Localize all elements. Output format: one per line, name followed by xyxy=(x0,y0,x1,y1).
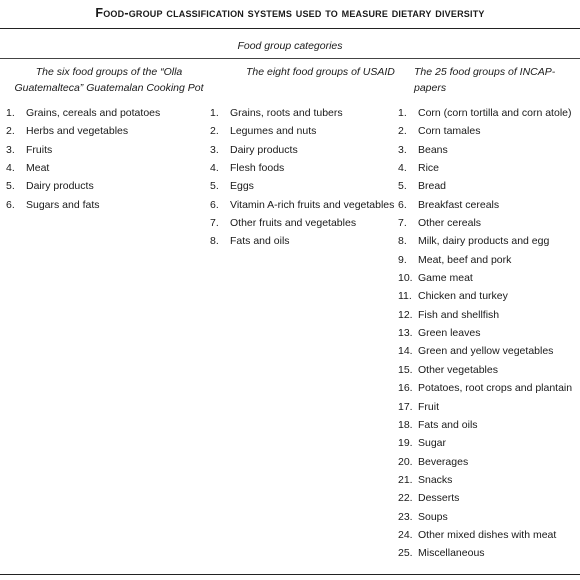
item-label: Dairy products xyxy=(230,143,298,156)
item-number: 17. xyxy=(398,400,413,413)
list-item xyxy=(398,324,580,342)
list-item xyxy=(6,141,206,159)
item-number: 19. xyxy=(398,437,413,450)
item-label: Flesh foods xyxy=(230,162,285,175)
item-number: 7. xyxy=(398,217,407,230)
item-number: 3. xyxy=(398,143,407,156)
item-number: 1. xyxy=(6,107,15,119)
item-label: Chicken and turkey xyxy=(418,290,508,303)
list-item xyxy=(398,544,580,562)
item-number: 3. xyxy=(210,143,219,156)
item-label: Other mixed dishes with meat xyxy=(418,528,557,541)
list-item xyxy=(398,453,580,471)
item-label: Grains, roots and tubers xyxy=(230,107,343,119)
item-number: 5. xyxy=(6,180,15,193)
item-label: Sugars and fats xyxy=(26,198,100,211)
list-item xyxy=(398,232,580,250)
item-number: 1. xyxy=(210,107,219,119)
item-number: 3. xyxy=(6,143,15,156)
list-item xyxy=(398,306,580,324)
item-label: Fish and shellfish xyxy=(418,308,500,321)
item-label: Dairy products xyxy=(26,180,94,193)
item-label: Fruit xyxy=(418,400,439,413)
list-item xyxy=(398,214,580,232)
item-number: 22. xyxy=(398,492,413,505)
list-item xyxy=(6,159,206,177)
list-item xyxy=(210,196,400,214)
item-number: 5. xyxy=(398,180,407,193)
list-item xyxy=(6,196,206,214)
item-number: 2. xyxy=(210,125,219,138)
item-number: 15. xyxy=(398,363,413,376)
list-item xyxy=(398,361,580,379)
header-rule xyxy=(0,58,580,59)
column-header-usaid: The eight food groups of USAID xyxy=(246,66,395,78)
item-number: 11. xyxy=(398,290,412,303)
list-item xyxy=(398,471,580,489)
item-label: Fats and oils xyxy=(418,418,478,431)
item-number: 21. xyxy=(398,473,413,486)
item-number: 12. xyxy=(398,308,413,321)
item-label: Other cereals xyxy=(418,217,482,230)
item-label: Meat xyxy=(26,162,50,175)
item-number: 6. xyxy=(398,198,407,211)
list-item xyxy=(6,122,206,140)
list-item xyxy=(6,104,206,122)
item-label: Milk, dairy products and egg xyxy=(418,235,550,248)
list-item xyxy=(398,159,580,177)
item-number: 6. xyxy=(6,198,15,211)
item-label: Eggs xyxy=(230,180,254,193)
item-number: 16. xyxy=(398,382,413,395)
list-item xyxy=(398,398,580,416)
bottom-rule xyxy=(0,574,580,575)
item-label: Beverages xyxy=(418,455,469,468)
item-number: 2. xyxy=(6,125,15,138)
item-number: 10. xyxy=(398,272,413,285)
item-number: 1. xyxy=(398,107,407,119)
list-item xyxy=(398,196,580,214)
item-label: Game meat xyxy=(418,272,473,285)
list-item xyxy=(398,141,580,159)
list-item xyxy=(210,122,400,140)
item-number: 18. xyxy=(398,418,413,431)
item-number: 4. xyxy=(398,162,407,175)
item-label: Fats and oils xyxy=(230,235,290,248)
top-rule xyxy=(0,28,580,29)
item-label: Green and yellow vegetables xyxy=(418,345,554,358)
item-label: Desserts xyxy=(418,492,460,505)
item-label: Fruits xyxy=(26,143,53,156)
list-item xyxy=(398,177,580,195)
item-label: Corn (corn tortilla and corn atole) xyxy=(418,107,572,119)
item-label: Snacks xyxy=(418,473,453,486)
item-label: Grains, cereals and potatoes xyxy=(26,107,161,119)
item-number: 8. xyxy=(398,235,407,248)
item-label: Bread xyxy=(418,180,447,193)
list-item xyxy=(210,104,400,122)
item-number: 8. xyxy=(210,235,219,248)
item-number: 23. xyxy=(398,510,413,523)
list-item xyxy=(398,526,580,544)
list-item xyxy=(398,342,580,360)
item-number: 9. xyxy=(398,253,407,266)
list-item xyxy=(6,177,206,195)
item-label: Miscellaneous xyxy=(418,547,485,560)
item-number: 5. xyxy=(210,180,219,193)
item-number: 20. xyxy=(398,455,413,468)
olla-food-group-list xyxy=(6,104,206,214)
item-label: Beans xyxy=(418,143,448,156)
usaid-food-group-list xyxy=(210,104,400,251)
item-number: 14. xyxy=(398,345,413,358)
column-header-olla: The six food groups of the “Olla Guatemalteca” Guatemalan Cooking Pot xyxy=(14,66,204,94)
list-item xyxy=(398,489,580,507)
item-label: Other vegetables xyxy=(418,363,498,376)
list-item xyxy=(398,269,580,287)
list-item xyxy=(398,416,580,434)
item-label: Meat, beef and pork xyxy=(418,253,512,266)
list-item xyxy=(210,141,400,159)
incap-food-group-list xyxy=(398,104,580,563)
list-item xyxy=(398,287,580,305)
item-number: 7. xyxy=(210,217,219,230)
item-label: Rice xyxy=(418,162,440,175)
item-label: Breakfast cereals xyxy=(418,198,500,211)
list-item xyxy=(210,232,400,250)
list-item xyxy=(398,251,580,269)
item-number: 4. xyxy=(6,162,15,175)
column-group-header: Food group categories xyxy=(237,40,343,52)
item-number: 2. xyxy=(398,125,407,138)
item-label: Vitamin A-rich fruits and vegetables xyxy=(230,198,395,211)
item-label: Legumes and nuts xyxy=(230,125,317,138)
item-number: 4. xyxy=(210,162,219,175)
item-number: 24. xyxy=(398,528,413,541)
item-label: Green leaves xyxy=(418,327,481,340)
item-label: Sugar xyxy=(418,437,447,450)
item-label: Herbs and vegetables xyxy=(26,125,129,138)
item-label: Other fruits and vegetables xyxy=(230,217,357,230)
list-item xyxy=(398,122,580,140)
column-header-incap: The 25 food groups of INCAP-papers xyxy=(414,66,556,94)
item-label: Corn tamales xyxy=(418,125,481,138)
list-item xyxy=(398,434,580,452)
item-label: Soups xyxy=(418,510,448,523)
item-label: Potatoes, root crops and plantain xyxy=(418,382,573,395)
list-item xyxy=(210,177,400,195)
list-item xyxy=(398,508,580,526)
item-number: 25. xyxy=(398,547,413,560)
item-number: 13. xyxy=(398,327,413,340)
list-item xyxy=(398,379,580,397)
item-number: 6. xyxy=(210,198,219,211)
list-item xyxy=(210,214,400,232)
list-item xyxy=(210,159,400,177)
list-item xyxy=(398,104,580,122)
table-title: Food-group classification systems used to measure dietary diversity xyxy=(95,6,485,20)
